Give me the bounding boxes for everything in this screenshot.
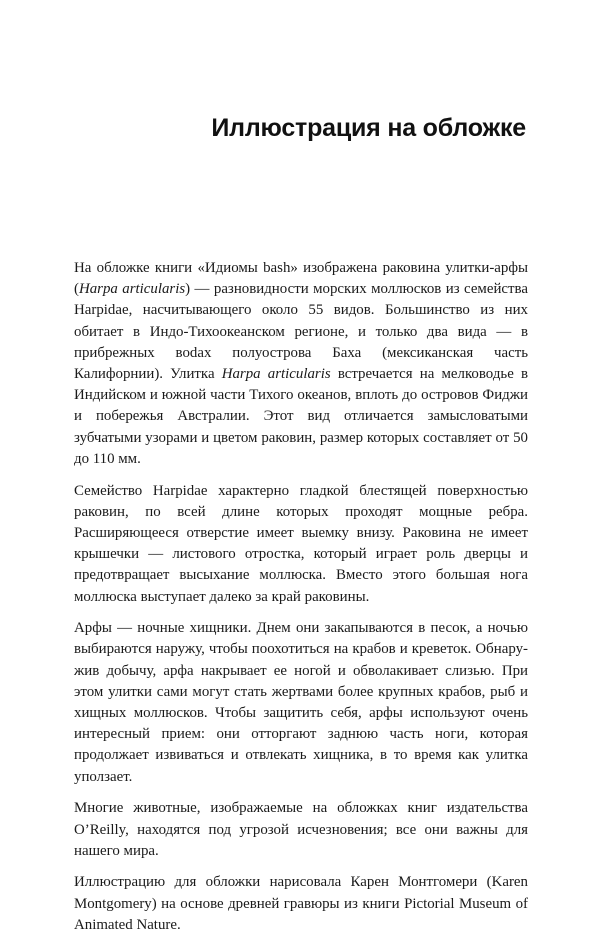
- text-run: Многие животные, изображаемые на обложках книг издательства O’Reilly, находятся под угрозой исчезновения; все они важны для нашего мира.: [74, 800, 528, 859]
- paragraph: [74, 481, 528, 608]
- text-run: Иллюстрацию для обложки нарисовала Карен Монтгомери (Karen Montgomery) на основе древней гравюры из книги Pictorial Museum of Animated Nature.: [74, 874, 528, 933]
- paragraph: [74, 872, 528, 936]
- paragraph: [74, 798, 528, 862]
- body-text: [74, 258, 528, 936]
- paragraph: [74, 618, 528, 788]
- text-run: На обложке книги «Идиомы bash» изображена раковина улитки-арфы (: [74, 260, 528, 298]
- page-title: Иллюстрация на обложке: [211, 114, 526, 142]
- text-run: Арфы — ночные хищники. Днем они закапываются в песок, а ночью выбираются наружу, чтобы поохотиться на крабов и креветок. Обнаружив добычу, арфа накрывает ее ногой и обволакивает слизью. При этом улитки сами могут стать жертвами более крупных крабов, рыб и хищных моллюсков. Чтобы защитить себя, арфы используют очень интересный прием: они отторгают заднюю часть ноги, которая продолжает извиваться и отвлекать хищника, в то время как улитка уползает.: [74, 620, 528, 785]
- paragraph: [74, 258, 528, 470]
- text-run: встречается на мелководье в Индийском и южной части Тихого океанов, вплоть до островов Фиджи и побережья Австралии. Этот вид отличается замысловатыми зубчатыми узорами и цветом раковин, размер которых составляет от 50 до 110 мм.: [74, 366, 528, 467]
- italic-species-name: Harpa articularis: [221, 366, 331, 383]
- text-run: Семейство Harpidae характерно гладкой блестящей поверхностью раковин, по всей длине которых проходят мощные ребра. Расширяющееся отверстие имеет выемку внизу. Раковина не имеет крышечки — листового отростка, который играет роль дверцы и предотвращает высыхание моллюска. Вместо этого большая нога моллюска выступает далеко за край раковины.: [74, 482, 528, 605]
- text-run: ) — разновидности морских моллюсков из семейства Harpidae, насчитывающего около 55 видов. Большинство из них обитает в Индо-Тихоокеанском регионе, и только два вида — в прибрежных воdах полуострова Баха (мексиканская часть Калифорнии). Улитка: [74, 281, 528, 383]
- italic-species-name: Harpa articularis: [78, 281, 186, 298]
